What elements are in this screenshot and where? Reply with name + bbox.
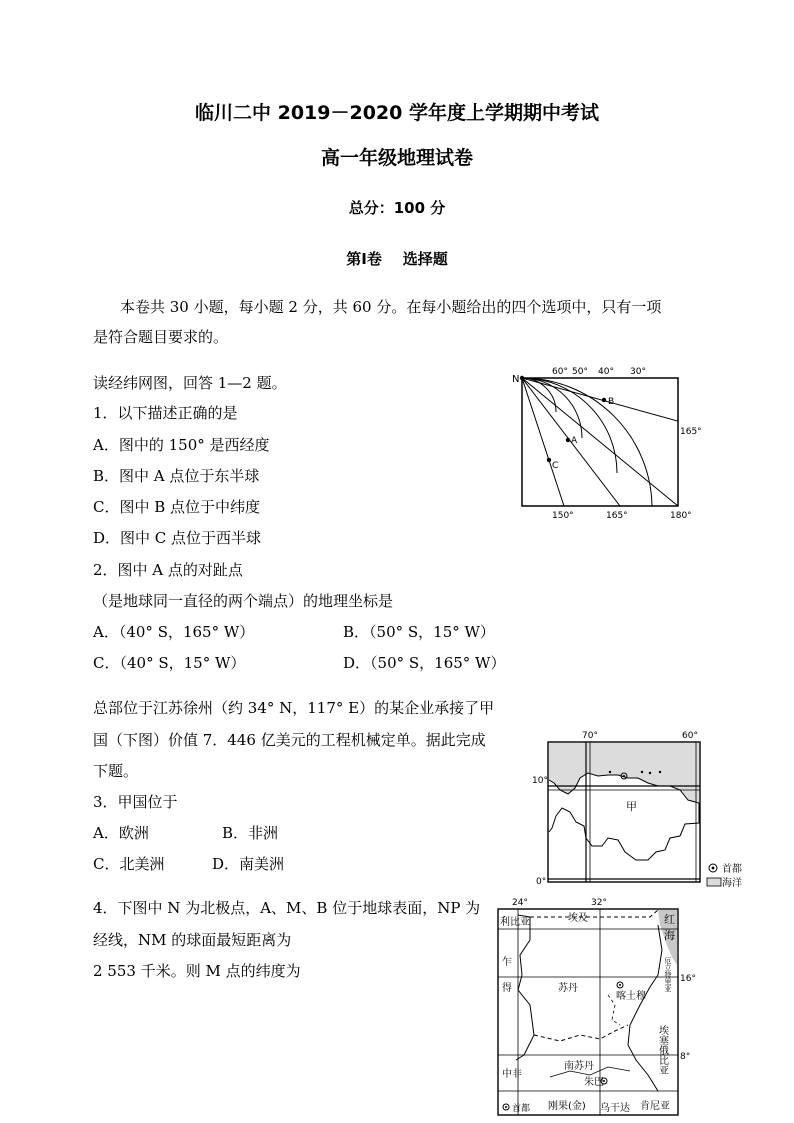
lat-label-16: 16° [680, 974, 696, 984]
total-score: 总分：100 分 [348, 199, 446, 217]
q1-option-b: B．图中 A 点位于东半球 [93, 467, 260, 485]
point-c-label: C [552, 461, 559, 471]
q1-option-c: C．图中 B 点位于中纬度 [93, 498, 261, 516]
arc-30 [522, 378, 652, 508]
legend-ocean-icon [707, 878, 721, 886]
car-label: 中非 [502, 1069, 522, 1080]
point-b-label: B [608, 397, 615, 407]
q3-option-c: C．北美洲 [93, 855, 165, 873]
q2-option-c: C．（40° S，15° W） [93, 654, 246, 672]
arc-40 [522, 378, 617, 473]
q4-line3: 2 553 千米。则 M 点的纬度为 [93, 962, 301, 980]
juba-label: 朱巴 [584, 1077, 604, 1088]
q2-option-b: B．（50° S，15° W） [343, 623, 495, 641]
lon-label-180: 180° [670, 511, 692, 521]
south-sudan-label: 南苏丹 [564, 1061, 594, 1072]
khartoum-label: 喀土穆 [616, 991, 646, 1002]
group2-intro1: 总部位于江苏徐州（约 34° N，117° E）的某企业承接了甲 [93, 699, 495, 717]
ethiopia-label: 埃塞俄比亚 [656, 1025, 668, 1075]
lat-label-50: 50° [572, 367, 588, 377]
point-b [602, 398, 606, 402]
q1-option-a: A．图中的 150° 是西经度 [93, 436, 270, 454]
lon-label-60: 60° [682, 731, 698, 741]
sea-label: 海 [664, 929, 675, 942]
pole-label: N [512, 374, 520, 385]
island-1 [641, 771, 643, 773]
lat-label-60: 60° [552, 367, 568, 377]
point-c [547, 458, 551, 462]
country-jia-label: 甲 [626, 800, 637, 813]
section-title: 第Ⅰ卷 选择题 [346, 250, 448, 268]
q4-line2: 经线，NM 的球面最短距离为 [93, 931, 292, 949]
lat-label-30: 30° [630, 367, 646, 377]
sudan-region-map [490, 895, 710, 1121]
group2-intro3: 下题。 [93, 762, 139, 780]
red-label: 红 [664, 913, 675, 926]
group1-intro: 读经纬网图，回答 1—2 题。 [93, 374, 287, 392]
lon-label-32: 32° [591, 898, 607, 908]
meridian-165-right [522, 378, 710, 430]
exam-title: 临川二中 2019－2020 学年度上学期期中考试 [195, 102, 599, 124]
meridian-150 [522, 378, 564, 506]
q1-stem: 1．以下描述正确的是 [93, 404, 238, 422]
q3-option-a: A．欧洲 [93, 824, 149, 842]
egypt-label: 埃及 [568, 913, 588, 924]
instructions-line2: 是符合题目要求的。 [93, 328, 229, 346]
q2-stem: 2．图中 A 点的对趾点 [93, 561, 243, 579]
kenya-label: 肯尼亚 [640, 1101, 670, 1112]
lon-label-165-right: 165° [680, 427, 702, 437]
sudan-label: 苏丹 [558, 983, 578, 994]
lat-label-8: 8° [680, 1052, 691, 1062]
meridian-180 [522, 378, 678, 506]
eritrea-label: 厄立特里亚 [664, 957, 672, 992]
exam-subtitle: 高一年级地理试卷 [320, 147, 473, 169]
libya-label: 利比亚 [500, 917, 530, 928]
lon-label-70: 70° [582, 731, 598, 741]
lat-label-10: 10° [532, 776, 548, 786]
lon-label-150: 150° [552, 511, 574, 521]
point-a [566, 438, 570, 442]
q1-option-d: D．图中 C 点位于西半球 [93, 529, 262, 547]
legend-ocean-label: 海洋 [722, 878, 742, 889]
q3-option-b: B．非洲 [222, 824, 279, 842]
q2-option-a: A．（40° S，165° W） [93, 623, 255, 641]
graticule-figure [510, 360, 710, 525]
q2-stem2: （是地球同一直径的两个端点）的地理坐标是 [93, 592, 394, 610]
q4-line1: 4．下图中 N 为北极点，A、M、B 位于地球表面，NP 为 [93, 899, 481, 917]
lat-label-0: 0° [536, 877, 547, 887]
lon-label-24: 24° [512, 898, 528, 908]
lon-label-165: 165° [606, 511, 628, 521]
lat-label-40: 40° [598, 367, 614, 377]
island-3 [659, 771, 661, 773]
point-a-label: A [571, 436, 578, 446]
chad-label-2: 得 [502, 983, 512, 994]
chad-label-1: 乍 [502, 957, 512, 968]
q3-option-d: D．南美洲 [212, 855, 285, 873]
legend-capital-label: 首都 [722, 864, 742, 875]
island-2 [649, 772, 651, 774]
legend-capital-label-2: 首都 [512, 1104, 531, 1114]
island-4 [609, 771, 611, 773]
arc-50 [522, 378, 582, 438]
instructions-line1: 本卷共 30 小题，每小题 2 分，共 60 分。在每小题给出的四个选项中，只有一项 [120, 298, 662, 316]
country-jia-map [530, 728, 760, 892]
uganda-label: 乌干达 [600, 1103, 630, 1114]
q3-stem: 3．甲国位于 [93, 793, 178, 811]
north-pole-point [520, 376, 524, 380]
q2-option-d: D．（50° S，165° W） [343, 654, 506, 672]
group2-intro2: 国（下图）价值 7．446 亿美元的工程机械定单。据此完成 [93, 731, 486, 749]
drc-label: 刚果(金) [548, 1101, 586, 1112]
